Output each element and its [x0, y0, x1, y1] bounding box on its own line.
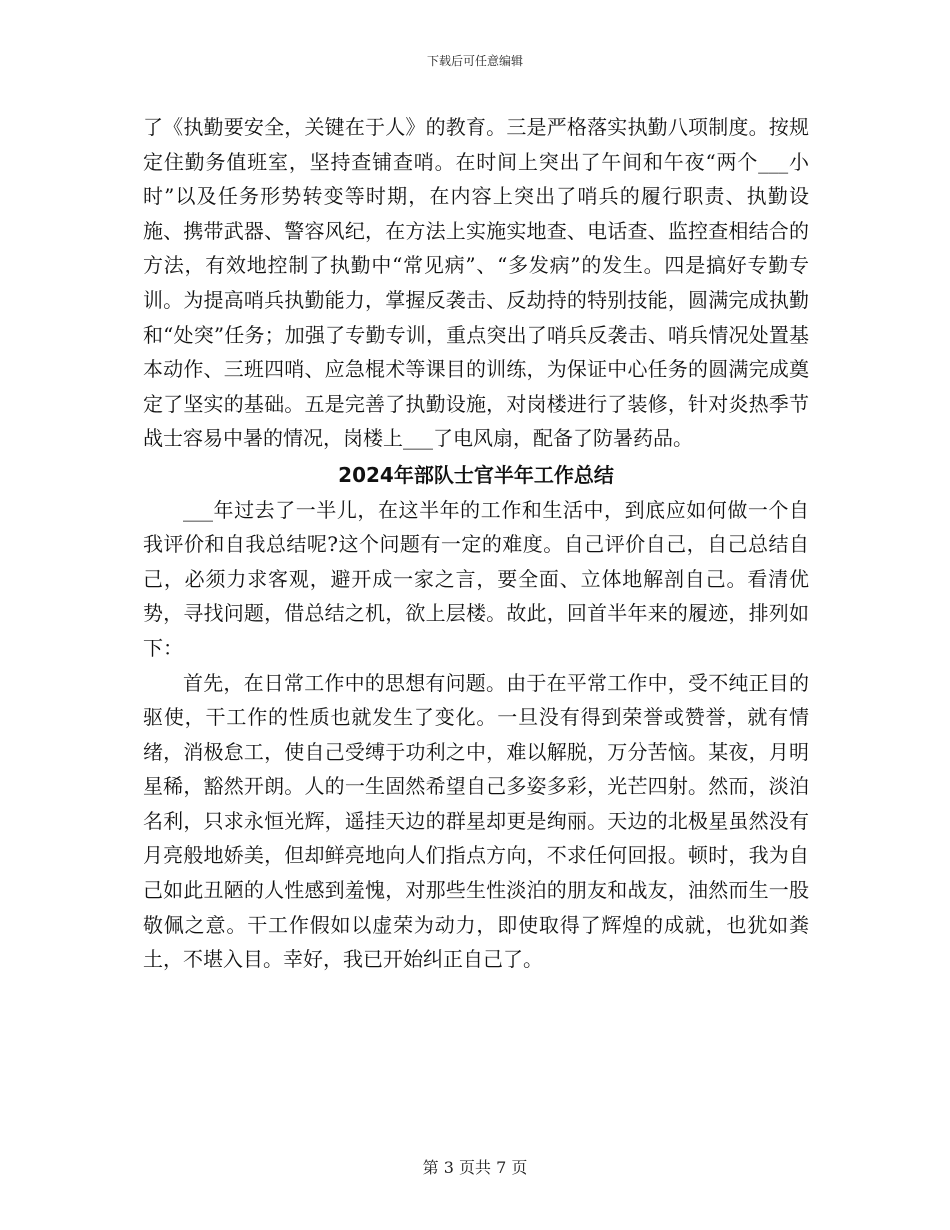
body-paragraph: 了《执勤要安全，关键在于人》的教育。三是严格落实执勤八项制度。按规定住勤务值班室，坚持查铺查哨。在时间上突出了午间和午夜“两个___小时”以及任务形势转变等时期，在内容上突出了哨兵的履行职责、执勤设施、携带武器、警容风纪，在方法上实施实地查、电话查、监控查相结合的方法，有效地控制了执勤中“常见病”、“多发病”的发生。四是搞好专勤专训。为提高哨兵执勤能力，掌握反袭击、反劫持的特别技能，圆满完成执勤和“处突”任务；加强了专勤专训，重点突出了哨兵反袭击、哨兵情况处置基本动作、三班四哨、应急棍术等课目的训练，为保证中心任务的圆满完成奠定了坚实的基础。五是完善了执勤设施，对岗楼进行了装修，针对炎热季节战士容易中暑的情况，岗楼上___了电风扇，配备了防暑药品。 — [143, 115, 809, 451]
page-header: 下载后可任意编辑 — [426, 54, 523, 68]
page-footer: 第 3 页共 7 页 — [422, 1158, 528, 1177]
body-paragraph: 首先，在日常工作中的思想有问题。由于在平常工作中，受不纯正目的驱使，干工作的性质也就发生了变化。一旦没有得到荣誉或赞誉，就有情绪，消极怠工，使自己受缚于功利之中，难以解脱，万分苦恼。某夜，月明星稀，豁然开朗。人的一生固然希望自己多姿多彩，光芒四射。然而，淡泊名利，只求永恒光辉，遥挂天边的群星却更是绚丽。天边的北极星虽然没有月亮般地娇美，但却鲜亮地向人们指点方向，不求任何回报。顿时，我为自己如此丑陋的人性感到羞愧，对那些生性淡泊的朋友和战友，油然而生一股敬佩之意。干工作假如以虚荣为动力，即使取得了辉煌的成就，也犹如粪土，不堪入目。幸好，我已开始纠正自己了。 — [143, 670, 809, 972]
page-content — [143, 110, 809, 977]
section-summary — [143, 493, 809, 977]
section-continued — [143, 110, 809, 456]
section-title: 2024年部队士官半年工作总结 — [338, 462, 614, 487]
body-paragraph: ___年过去了一半儿，在这半年的工作和生活中，到底应如何做一个自我评价和自我总结呢?这个问题有一定的难度。自己评价自己，自己总结自己，必须力求客观，避开成一家之言，要全面、立体地解剖自己。看清优势，寻找问题，借总结之机，欲上层楼。故此，回首半年来的履迹，排列如下： — [143, 497, 809, 660]
